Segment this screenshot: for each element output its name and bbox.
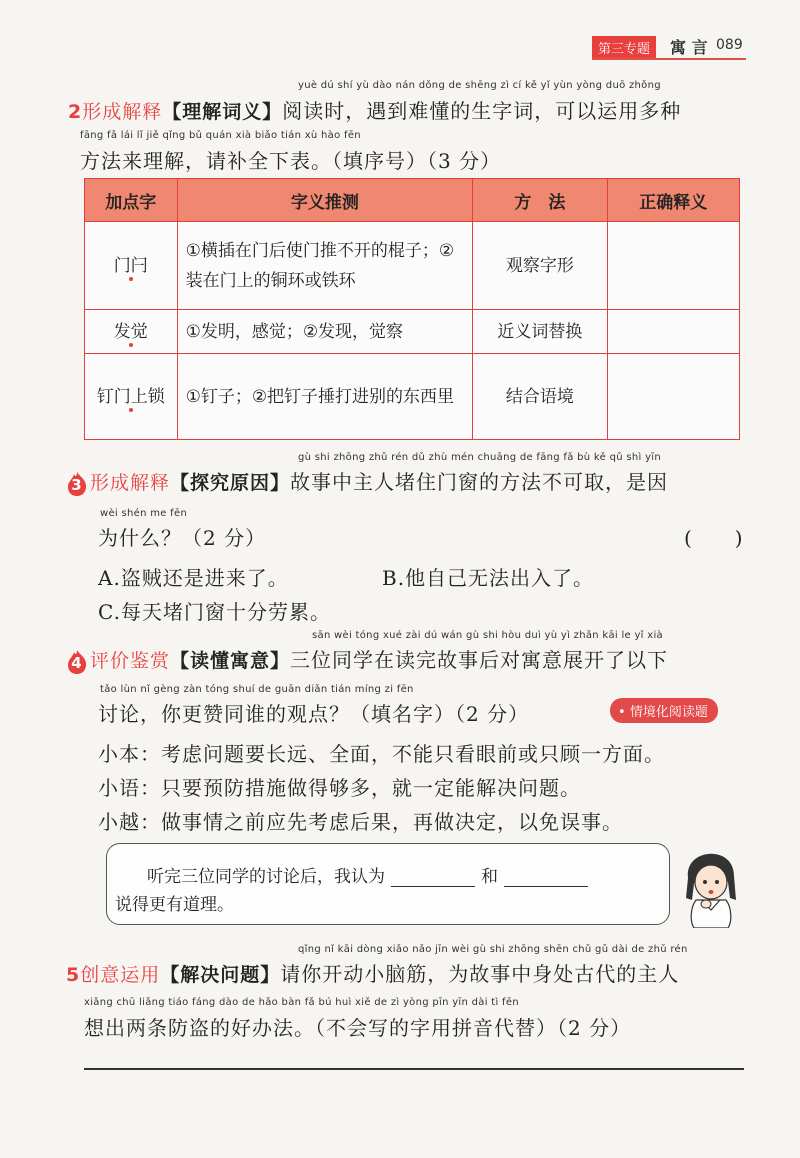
- q4-number: 4: [71, 653, 83, 672]
- q3-line-1: [66, 466, 668, 497]
- q2-text-2: 方法来理解，请补全下表。（填序号）（3 分）: [80, 149, 502, 173]
- table-row: [85, 222, 740, 310]
- row1-method: 观察字形: [473, 222, 607, 310]
- row1-word-text: 门闩: [113, 255, 148, 276]
- bubble-text-2: 说得更有道理。: [115, 895, 234, 915]
- answer-line[interactable]: [84, 1068, 744, 1070]
- q2-table: [84, 178, 740, 440]
- q4-pinyin-1: sān wèi tóng xué zài dú wán gù shi hòu duì yù yì zhǎn kāi le yǐ xià: [312, 630, 663, 641]
- flame-icon: [66, 649, 88, 675]
- answer-blank-1[interactable]: [391, 868, 475, 887]
- q4-statement-3: 小越：做事情之前应先考虑后果，再做决定，以免误事。: [98, 810, 623, 834]
- row3-word: [85, 354, 178, 440]
- q3-pinyin-1: gù shi zhōng zhǔ rén dǔ zhù mén chuāng de fāng fǎ bù kě qǔ shì yīn: [298, 452, 661, 463]
- q4-statement-1: 小本：考虑问题要长远、全面，不能只看眼前或只顾一方面。: [98, 742, 665, 766]
- girl-illustration: [676, 838, 746, 928]
- q3-answer-paren[interactable]: ( ): [684, 526, 744, 550]
- th-guess: 字义推测: [177, 179, 473, 222]
- q5-text-2: 想出两条防盗的好办法。（不会写的字用拼音代替）（2 分）: [84, 1016, 632, 1040]
- q3-number: 3: [71, 475, 83, 494]
- row1-answer-cell[interactable]: [607, 222, 739, 310]
- row3-word-text: 钉门上锁: [96, 386, 165, 407]
- row1-guess: ①横插在门后使门推不开的棍子；②装在门上的铜环或铁环: [177, 222, 473, 310]
- scenario-reading-badge: [610, 698, 718, 723]
- q3-option-c[interactable]: C.每天堵门窗十分劳累。: [98, 600, 331, 624]
- row2-answer-cell[interactable]: [607, 310, 739, 354]
- row2-word: [85, 310, 178, 354]
- header-rule: [592, 58, 746, 60]
- q5-tag: 【解决问题】: [160, 964, 281, 986]
- answer-blank-2[interactable]: [504, 868, 588, 887]
- q4-type: 评价鉴赏: [90, 650, 171, 672]
- q3-text-2: 为什么？（2 分）: [98, 526, 267, 550]
- bubble-text-1b: 和: [481, 867, 498, 887]
- q2-pinyin-1: yuè dú shí yù dào nán dǒng de shēng zì cí kě yǐ yùn yòng duō zhǒng: [298, 80, 661, 91]
- q5-text-1: 请你开动小脑筋，为故事中身处古代的主人: [280, 962, 680, 986]
- th-answer: 正确释义: [607, 179, 739, 222]
- q3-option-a[interactable]: A.盗贼还是进来了。: [98, 566, 289, 590]
- q5-number: 5: [66, 964, 81, 986]
- q5-type: 创意运用: [80, 964, 161, 986]
- q4-text-2: 讨论，你更赞同谁的观点？（填名字）（2 分）: [98, 702, 530, 726]
- q2-pinyin-2: fāng fǎ lái lǐ jiě qǐng bǔ quán xià biǎo tián xù hào fēn: [80, 130, 361, 141]
- q5-pinyin-1: qǐng nǐ kāi dòng xiǎo nǎo jīn wèi gù shi zhōng shēn chǔ gǔ dài de zhǔ rén: [298, 944, 688, 955]
- row2-guess: ①发明，感觉；②发现，觉察: [177, 310, 473, 354]
- table-row: [85, 354, 740, 440]
- q3-pinyin-2: wèi shén me fēn: [100, 508, 188, 519]
- row2-word-text: 发觉: [113, 321, 148, 342]
- q3-tag: 【探究原因】: [170, 472, 291, 494]
- q2-text-1: 阅读时，遇到难懂的生字词，可以运用多种: [282, 99, 682, 123]
- q4-statement-2: 小语：只要预防措施做得够多，就一定能解决问题。: [98, 776, 581, 800]
- th-method: 方 法: [473, 179, 607, 222]
- row1-word: [85, 222, 178, 310]
- bubble-line-1: [147, 862, 594, 887]
- q4-pinyin-2: tǎo lùn nǐ gèng zàn tóng shuí de guān diǎn tián míng zi fēn: [100, 684, 414, 695]
- table-header-row: [85, 179, 740, 222]
- row2-method: 近义词替换: [473, 310, 607, 354]
- q2-type: 形成解释: [82, 101, 163, 123]
- badge-dot-icon: •: [618, 705, 630, 720]
- section-label: 第三专题: [592, 36, 656, 59]
- q4-line-1: [66, 644, 668, 675]
- speech-bubble: [106, 843, 670, 925]
- row3-method: 结合语境: [473, 354, 607, 440]
- q5-pinyin-2: xiǎng chū liǎng tiáo fáng dào de hǎo bàn fǎ bú huì xiě de zì yòng pīn yīn dài tì fēn: [84, 997, 519, 1008]
- section-title: 寓 言: [670, 38, 708, 57]
- row3-guess: ①钉子；②把钉子捶打进别的东西里: [177, 354, 473, 440]
- th-word: 加点字: [85, 179, 178, 222]
- page-number: 089: [716, 37, 743, 53]
- table-row: [85, 310, 740, 354]
- q2-line-1: [68, 95, 681, 124]
- q3-option-b[interactable]: B.他自己无法出入了。: [382, 566, 595, 590]
- badge-label: 情境化阅读题: [629, 705, 708, 720]
- q5-line-1: [66, 958, 679, 987]
- q4-text-1: 三位同学在读完故事后对寓意展开了以下: [290, 648, 669, 672]
- bubble-text-1a: 听完三位同学的讨论后，我认为: [147, 867, 385, 887]
- row3-answer-cell[interactable]: [607, 354, 739, 440]
- q3-text-1: 故事中主人堵住门窗的方法不可取，是因: [290, 470, 669, 494]
- flame-icon: [66, 471, 88, 497]
- q4-tag: 【读懂寓意】: [170, 650, 291, 672]
- q2-tag: 【理解词义】: [162, 101, 283, 123]
- q3-type: 形成解释: [90, 472, 171, 494]
- q2-number: 2: [68, 101, 83, 123]
